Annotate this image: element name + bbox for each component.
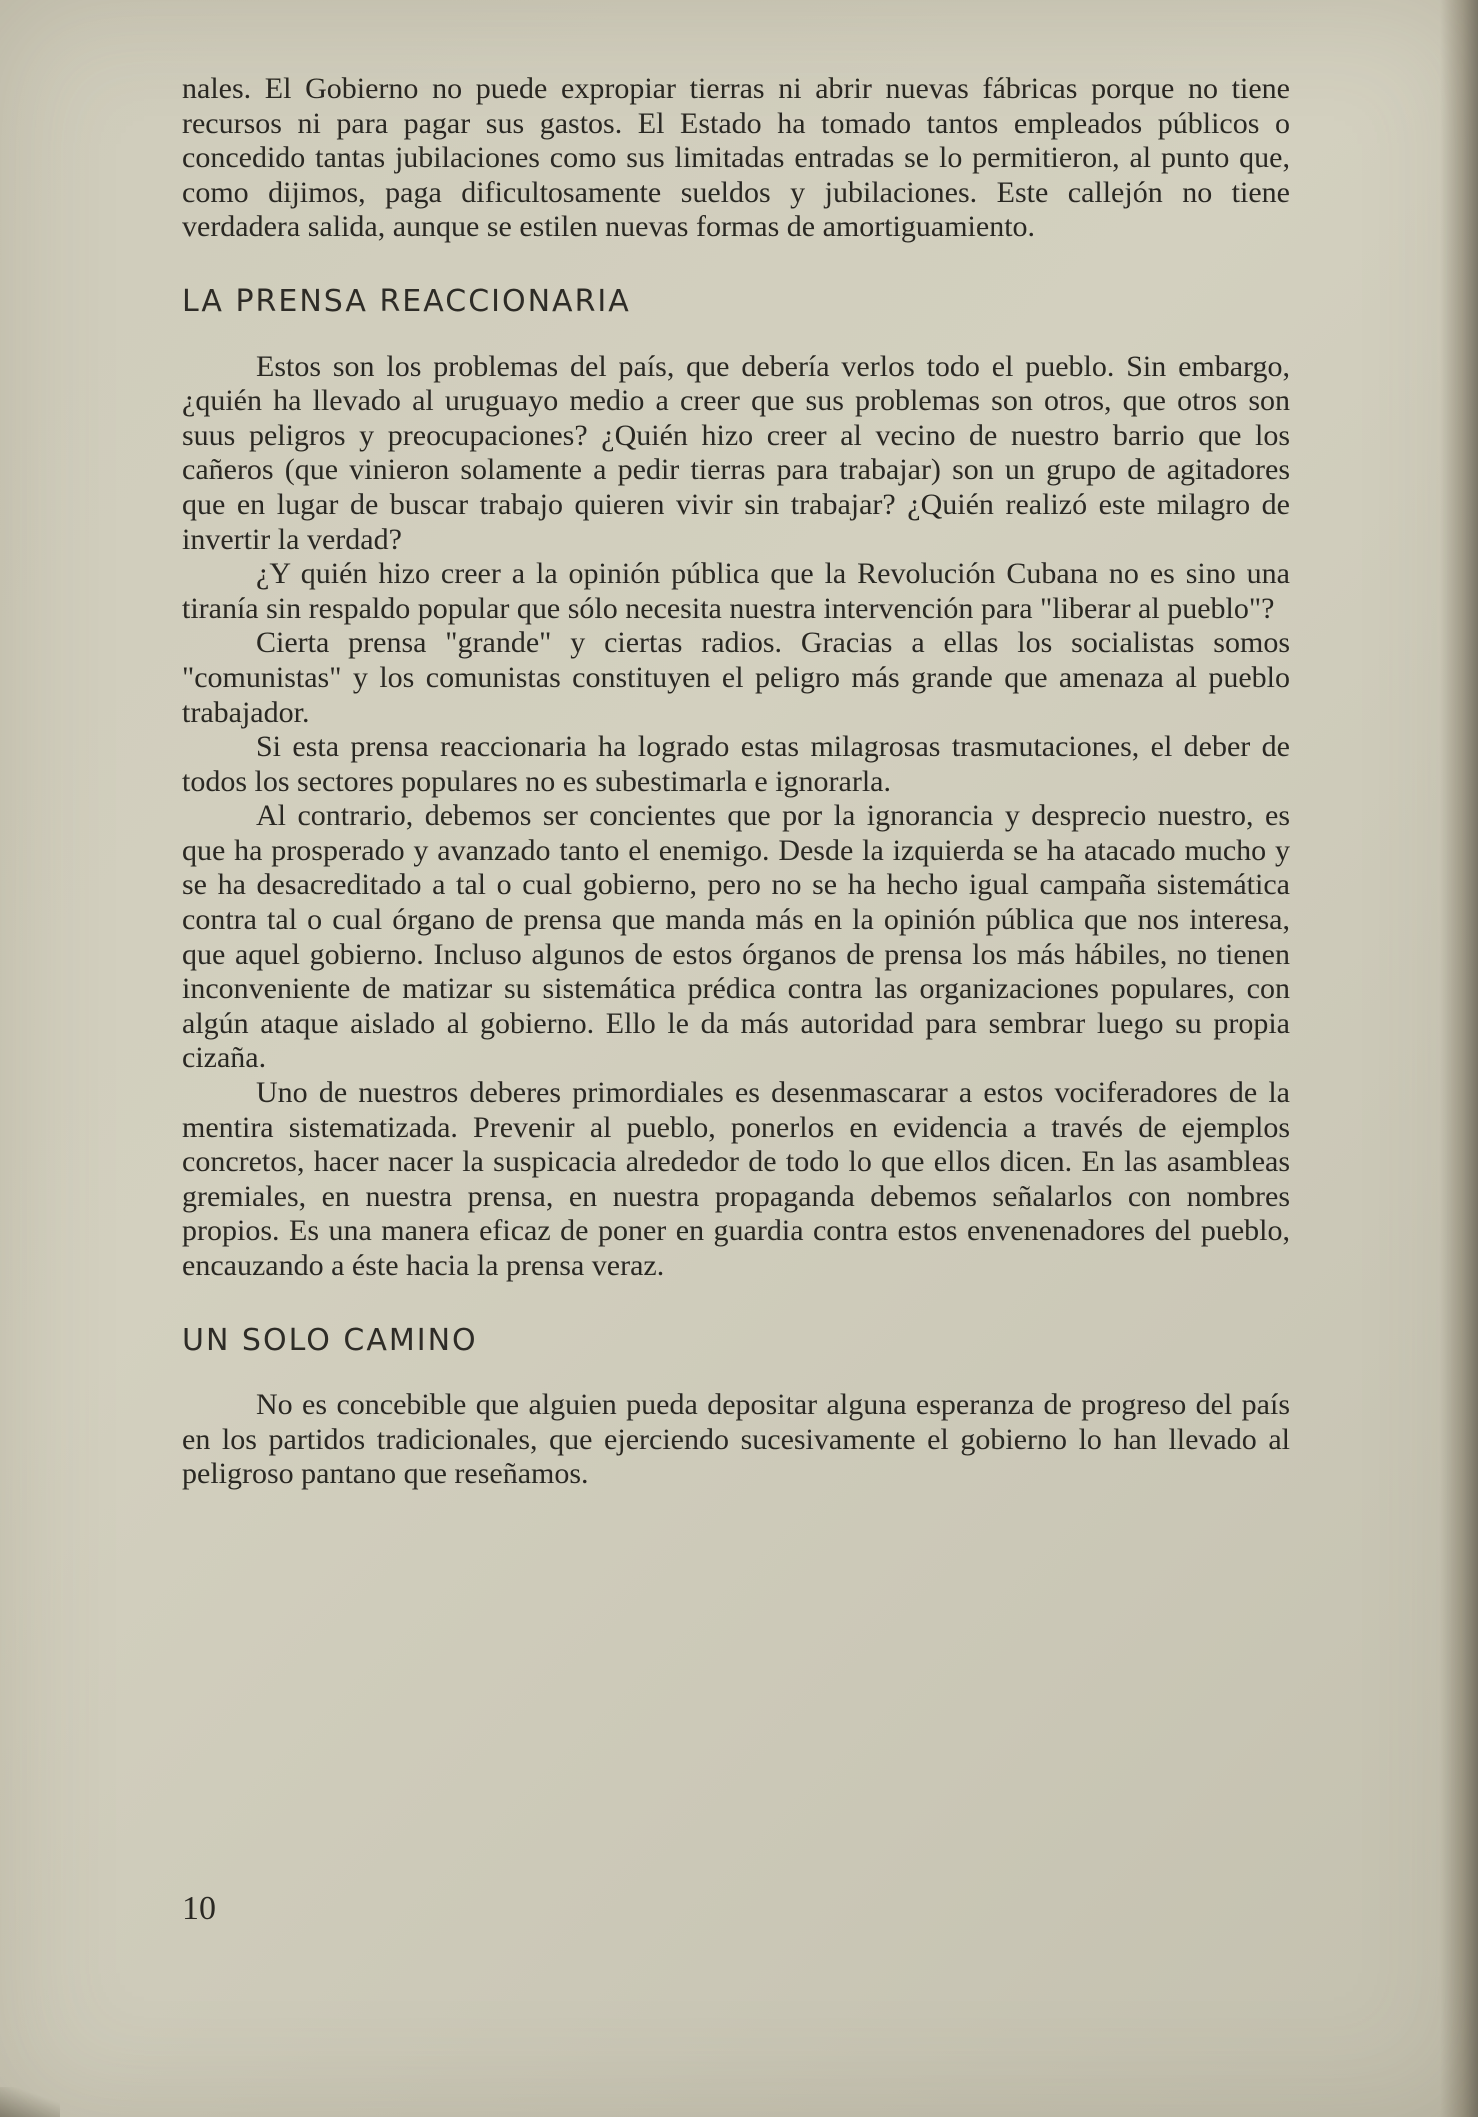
- section-heading-prensa-reaccionaria: LA PRENSA REACCIONARIA: [182, 283, 631, 319]
- page-number: 10: [182, 1890, 216, 1927]
- body-paragraph: ¿Y quién hizo creer a la opinión pública que la Revolución Cubana no es sino una tiranía sin respaldo popular que sólo necesita nuestra intervención para "liberar al pueblo"?: [182, 557, 1290, 625]
- page-body: [182, 72, 1290, 1492]
- body-paragraph: Cierta prensa "grande" y ciertas radios. Gracias a ellas los socialistas somos "comunistas" y los comunistas constituyen el peligro más grande que amenaza al pueblo trabajador.: [182, 626, 1290, 729]
- body-paragraph: Estos son los problemas del país, que debería verlos todo el pueblo. Sin embargo, ¿quién ha llevado al uruguayo medio a creer que sus problemas son otros, que otros son suus peligros y preocupaciones? ¿Quién hizo creer al vecino de nuestro barrio que los cañeros (que vinieron solamente a pedir tierras para trabajar) son un grupo de agitadores que en lugar de buscar trabajo quieren vivir sin trabajar? ¿Quién realizó este milagro de invertir la verdad?: [182, 349, 1290, 556]
- body-paragraph: No es concebible que alguien pueda depositar alguna esperanza de progreso del país en los partidos tradicionales, que ejerciendo sucesivamente el gobierno lo han llevado al peligroso pantano que reseñamos.: [182, 1388, 1290, 1491]
- body-paragraph: Al contrario, debemos ser concientes que por la ignorancia y desprecio nuestro, es que ha prosperado y avanzado tanto el enemigo. Desde la izquierda se ha atacado mucho y se ha desacreditado a tal o cual gobierno, pero no se ha hecho igual campaña sistemática contra tal o cual órgano de prensa que manda más en la opinión pública que nos interesa, que aquel gobierno. Incluso algunos de estos órganos de prensa los más hábiles, no tienen inconveniente de matizar su sistemática prédica contra las organizaciones populares, con algún ataque aislado al gobierno. Ello le da más autoridad para sembrar luego su propia cizaña.: [182, 799, 1290, 1075]
- opening-paragraph: nales. El Gobierno no puede expropiar tierras ni abrir nuevas fábricas porque no tiene recursos ni para pagar sus gastos. El Estado ha tomado tantos empleados públicos o concedido tantas jubilaciones como sus limitadas entradas se lo permitieron, al punto que, como dijimos, paga dificultosamente sueldos y jubilaciones. Este callejón no tiene verdadera salida, aunque se estilen nuevas formas de amortiguamiento.: [182, 72, 1290, 244]
- section-heading-un-solo-camino: UN SOLO CAMINO: [182, 1322, 478, 1358]
- body-paragraph: Si esta prensa reaccionaria ha logrado estas milagrosas trasmutaciones, el deber de todos los sectores populares no es subestimarla e ignorarla.: [182, 730, 1290, 798]
- body-paragraph: Uno de nuestros deberes primordiales es desenmascarar a estos vociferadores de la mentira sistematizada. Prevenir al pueblo, ponerlos en evidencia a través de ejemplos concretos, hacer nacer la suspicacia alrededor de todo lo que ellos dicen. En las asambleas gremiales, en nuestra prensa, en nuestra propaganda debemos señalarlos con nombres propios. Es una manera eficaz de poner en guardia contra estos envenenadores del pueblo, encauzando a éste hacia la prensa veraz.: [182, 1076, 1290, 1282]
- page-corner-curl: [0, 2087, 60, 2117]
- page-edge-shadow: [1440, 0, 1478, 2117]
